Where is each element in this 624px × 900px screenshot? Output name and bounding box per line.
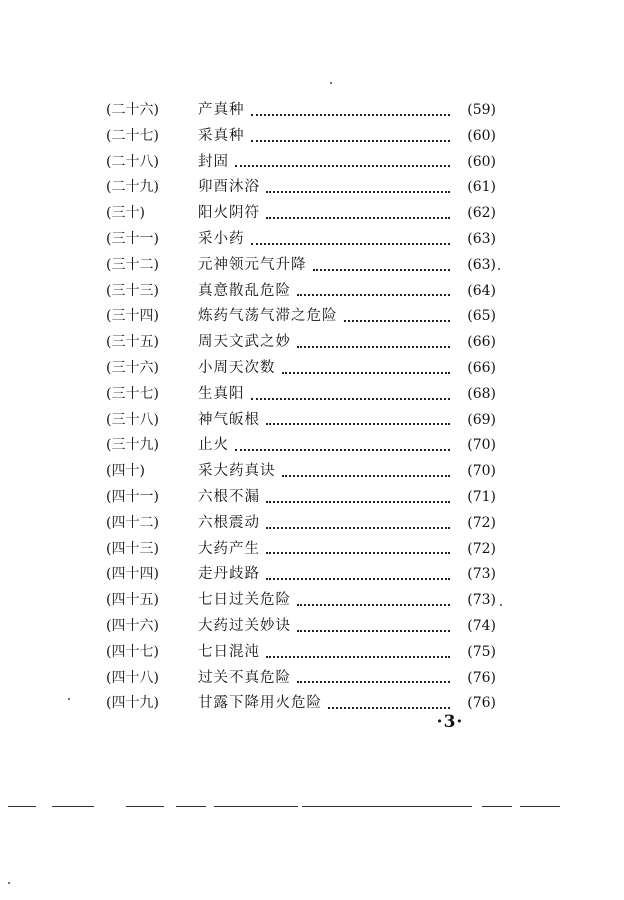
- toc-entry: [106, 175, 496, 201]
- bottom-rule-segment: [214, 806, 298, 807]
- toc-entry-title: 六根不漏: [198, 488, 260, 505]
- toc-entry-number: (二十七): [106, 127, 159, 144]
- toc-entry-title: 大药过关妙诀: [198, 617, 291, 634]
- toc-entry-page: (66): [467, 334, 496, 351]
- toc-dot-leader: [251, 396, 451, 400]
- toc-entry-number: (三十五): [106, 334, 159, 351]
- toc-entry: [106, 537, 496, 563]
- toc-dot-leader: [344, 318, 451, 322]
- toc-dot-leader: [282, 473, 451, 477]
- toc-entry-page: (60): [467, 127, 496, 144]
- toc-entry-number: (四十一): [106, 488, 159, 505]
- toc-entry-number: (三十八): [106, 411, 159, 428]
- toc-entry-page: (62): [467, 205, 496, 222]
- page-number: ·3·: [436, 712, 464, 732]
- toc-dot-leader: [313, 267, 451, 271]
- toc-entry-number: (四十三): [106, 540, 159, 557]
- toc-entry-number: (四十五): [106, 592, 159, 609]
- toc-entry: [106, 150, 496, 176]
- toc-entry-title: 封固: [198, 153, 229, 170]
- toc-dot-leader: [297, 679, 450, 683]
- toc-entry-title: 七日过关危险: [198, 592, 291, 609]
- toc-entry: [106, 511, 496, 537]
- toc-entry: [106, 227, 496, 253]
- toc-entry: [106, 408, 496, 434]
- bottom-rule-segment: [52, 806, 94, 807]
- toc-entry: [106, 382, 496, 408]
- toc-entry-page: (59): [467, 102, 496, 118]
- toc-entry: [106, 124, 496, 150]
- toc-entry: [106, 485, 496, 511]
- toc-entry: [106, 614, 496, 640]
- toc-entry: [106, 304, 496, 330]
- toc-entry-page: (72): [467, 514, 496, 531]
- toc-entry-title: 元神领元气升降: [198, 256, 307, 273]
- toc-entry-page: (66): [467, 359, 496, 376]
- toc-entry-number: (三十二): [106, 256, 159, 273]
- scan-speck: [8, 882, 10, 884]
- toc-entry-page: (72): [467, 540, 496, 557]
- bottom-rule-segment: [176, 806, 206, 807]
- toc-entry-title: 神气皈根: [198, 411, 260, 428]
- toc-entry-title: 真意散乱危险: [198, 282, 291, 299]
- toc-entry-page: (70): [467, 463, 496, 480]
- toc-entry-page: (60): [467, 153, 496, 170]
- toc-entry-number: (四十七): [106, 643, 159, 660]
- toc-dot-leader: [266, 215, 450, 219]
- toc-entry-number: (三十六): [106, 359, 159, 376]
- toc-entry-title: 卯酉沐浴: [198, 179, 260, 196]
- toc-entry: [106, 279, 496, 305]
- toc-entry: [106, 588, 496, 614]
- toc-entry-number: (三十三): [106, 282, 159, 299]
- toc-entry-number: (三十四): [106, 308, 159, 325]
- toc-entry-number: (四十九): [106, 695, 159, 712]
- toc-dot-leader: [297, 292, 450, 296]
- toc-entry-title: 小周天次数: [198, 359, 276, 376]
- bottom-rule-segment: [482, 806, 512, 807]
- toc-entry: [106, 98, 496, 124]
- toc-dot-leader: [266, 499, 450, 503]
- toc-entry: [106, 201, 496, 227]
- toc-entry: [106, 666, 496, 692]
- toc-entry-number: (三十七): [106, 385, 159, 402]
- toc-entry-number: (四十八): [106, 669, 159, 686]
- scan-speck: [330, 82, 332, 84]
- toc-entry-title: 采小药: [198, 230, 245, 247]
- toc-entry-number: (三十九): [106, 437, 159, 454]
- toc-entry-number: (四十六): [106, 617, 159, 634]
- bottom-rule-segment: [302, 806, 472, 807]
- toc-dot-leader: [266, 550, 450, 554]
- toc-entry-page: (74): [467, 617, 496, 634]
- toc-entry-title: 炼药气荡气滞之危险: [198, 308, 338, 325]
- toc-entry-title: 走丹歧路: [198, 566, 260, 583]
- toc-dot-leader: [282, 370, 451, 374]
- toc-entry-title: 七日混沌: [198, 643, 260, 660]
- toc-entry: [106, 562, 496, 588]
- toc-entry-number: (三十): [106, 205, 145, 222]
- scan-speck: [68, 698, 70, 700]
- toc-entry: [106, 640, 496, 666]
- scan-speck: [500, 604, 502, 606]
- toc-entry: [106, 356, 496, 382]
- toc-dot-leader: [251, 241, 451, 245]
- toc-dot-leader: [297, 602, 450, 606]
- toc-entry: [106, 253, 496, 279]
- toc-entry-title: 六根震动: [198, 514, 260, 531]
- toc-dot-leader: [235, 163, 450, 167]
- toc-entry-page: (65): [467, 308, 496, 325]
- toc-entry-page: (68): [467, 385, 496, 402]
- toc-entry-title: 生真阳: [198, 385, 245, 402]
- toc-entry-title: 采真种: [198, 127, 245, 144]
- toc-entry: [106, 433, 496, 459]
- toc-entry-title: 周天文武之妙: [198, 334, 291, 351]
- toc-entry-number: (四十): [106, 463, 145, 480]
- toc-dot-leader: [266, 421, 450, 425]
- toc-entry-page: (73): [467, 592, 496, 609]
- toc-entry-page: (76): [467, 695, 496, 712]
- toc-entry-page: (75): [467, 643, 496, 660]
- bottom-rule-segment: [126, 806, 164, 807]
- bottom-rule-segment: [520, 806, 560, 807]
- toc-entry-page: (63): [467, 256, 496, 273]
- toc-entry-title: 采大药真诀: [198, 463, 276, 480]
- toc-dot-leader: [235, 447, 450, 451]
- toc-entry-page: (73): [467, 566, 496, 583]
- toc-entry: [106, 330, 496, 356]
- toc-entry-page: (70): [467, 437, 496, 454]
- toc-entry-page: (61): [467, 179, 496, 196]
- toc-entry-number: (二十八): [106, 153, 159, 170]
- toc-entry-title: 阳火阴符: [198, 205, 260, 222]
- bottom-rule-segment: [8, 806, 36, 807]
- toc-dot-leader: [266, 525, 450, 529]
- toc-dot-leader: [266, 576, 450, 580]
- toc-entry-number: (二十六): [106, 102, 159, 118]
- toc-entry-title: 过关不真危险: [198, 669, 291, 686]
- toc-dot-leader: [251, 112, 451, 116]
- scan-speck: [498, 268, 500, 270]
- toc-entry-number: (二十九): [106, 179, 159, 196]
- toc-dot-leader: [251, 138, 451, 142]
- table-of-contents: [106, 98, 496, 717]
- toc-entry-page: (63): [467, 230, 496, 247]
- toc-entry-page: (64): [467, 282, 496, 299]
- toc-entry-title: 止火: [198, 437, 229, 454]
- toc-dot-leader: [266, 654, 450, 658]
- toc-entry-page: (76): [467, 669, 496, 686]
- toc-entry-page: (69): [467, 411, 496, 428]
- toc-dot-leader: [297, 344, 450, 348]
- toc-dot-leader: [328, 705, 450, 709]
- toc-entry: [106, 459, 496, 485]
- toc-dot-leader: [297, 628, 450, 632]
- toc-entry-title: 大药产生: [198, 540, 260, 557]
- toc-entry-number: (四十二): [106, 514, 159, 531]
- toc-entry-number: (四十四): [106, 566, 159, 583]
- toc-entry-title: 甘露下降用火危险: [198, 695, 322, 712]
- toc-entry-title: 产真种: [198, 102, 245, 118]
- toc-entry-number: (三十一): [106, 230, 159, 247]
- toc-entry-page: (71): [467, 488, 496, 505]
- toc-dot-leader: [266, 189, 450, 193]
